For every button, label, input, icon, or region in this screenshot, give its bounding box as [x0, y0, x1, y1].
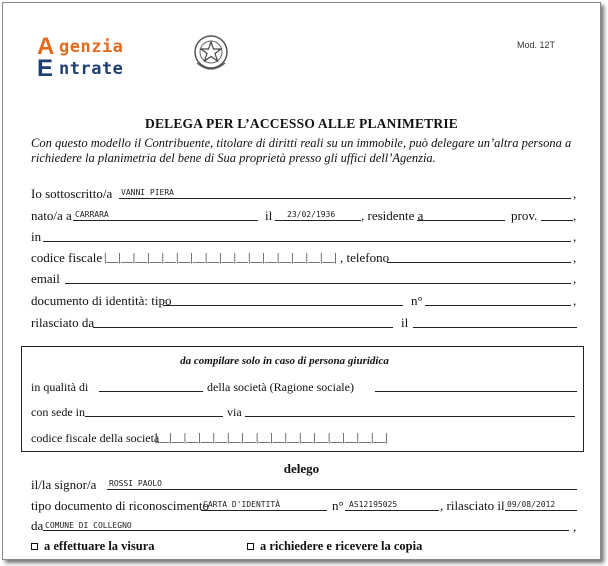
logo-text-entrate: ntrate	[59, 59, 124, 79]
role-field[interactable]	[99, 391, 203, 392]
issuer-label: da	[31, 518, 44, 533]
name-field[interactable]	[119, 198, 571, 199]
doc-number-value: AS12195025	[349, 500, 398, 509]
comma: ,	[573, 519, 577, 534]
name-label: Io sottoscritto/a	[31, 186, 113, 201]
phone-field[interactable]	[387, 262, 571, 263]
delegate-value: ROSSI PAOLO	[109, 479, 162, 488]
seat-field[interactable]	[85, 416, 223, 417]
residence-label: , residente a	[361, 208, 424, 223]
issued-on-label: il	[401, 315, 409, 330]
birth-place-value: CARRARA	[75, 210, 109, 219]
tax-code-label: codice fiscale	[31, 250, 103, 265]
legal-entity-heading: da compilare solo in caso di persona giuridica	[180, 355, 389, 367]
birth-date-label: il	[265, 208, 273, 223]
phone-label: , telefono	[340, 250, 390, 265]
id-number-label: n°	[411, 293, 423, 308]
doc-type-label: tipo documento di riconoscimento	[31, 498, 209, 513]
id-number-field[interactable]	[425, 305, 571, 306]
delegation-heading: delego	[283, 461, 320, 476]
delegate-label: il/la signor/a	[31, 477, 97, 492]
address-field[interactable]	[43, 241, 571, 242]
street-label: via	[227, 405, 242, 419]
company-field[interactable]	[375, 391, 577, 392]
role-label: in qualità di	[31, 380, 89, 394]
doc-type-field[interactable]	[201, 510, 327, 511]
issued-by-label: rilasciato da	[31, 315, 95, 330]
residence-field[interactable]	[417, 220, 505, 221]
prov-field[interactable]	[541, 220, 573, 221]
logo-text-agenzia: genzia	[59, 37, 124, 57]
seat-label: con sede in	[31, 405, 85, 419]
doc-number-label: n°	[332, 498, 344, 513]
republic-emblem-icon	[191, 33, 231, 75]
name-value: VANNI PIERA	[121, 188, 174, 197]
birth-place-field[interactable]	[73, 220, 258, 221]
copy-checkbox[interactable]	[247, 543, 254, 550]
issuer-value: COMUNE DI COLLEGNO	[45, 521, 132, 530]
comma: ,	[573, 229, 577, 244]
issued-date-field[interactable]	[505, 510, 577, 511]
issued-date-label: , rilasciato il	[440, 498, 505, 513]
birth-date-value: 23/02/1936	[287, 210, 336, 219]
doc-type-value: CARTA D'IDENTITÀ	[203, 500, 281, 509]
tax-code-boxes[interactable]: |__|__|__|__|__|__|__|__|__|__|__|__|__|__|__|__|	[104, 250, 337, 264]
logo-letter-e: E	[37, 55, 54, 82]
address-label: in	[31, 229, 42, 244]
issued-by-field[interactable]	[93, 327, 393, 328]
comma: ,	[573, 293, 577, 308]
agenzia-entrate-logo	[37, 33, 187, 83]
company-tax-code-boxes[interactable]: |__|__|__|__|__|__|__|__|__|__|__|__|__|__|__|__|	[155, 430, 388, 444]
comma: ,	[573, 250, 577, 265]
doc-number-field[interactable]	[345, 510, 439, 511]
document-title: DELEGA PER L’ACCESSO ALLE PLANIMETRIE	[145, 116, 458, 131]
comma: ,	[573, 186, 577, 201]
comma: ,	[573, 208, 577, 223]
id-doc-type-field[interactable]	[163, 305, 403, 306]
street-field[interactable]	[245, 416, 575, 417]
birth-place-label: nato/a a	[31, 208, 72, 223]
intro-text: Con questo modello il Contribuente, titolare di diritti reali su un immobile, può delegare un’altra persona a richiedere la planimetria del bene di Sua proprietà presso gli uffici dell’Agenzia.	[31, 136, 572, 165]
model-label: Mod. 12T	[517, 40, 556, 50]
copy-option-label: a richiedere e ricevere la copia	[260, 539, 423, 553]
copy-option[interactable]	[247, 539, 422, 554]
email-field[interactable]	[65, 283, 571, 284]
comma: ,	[573, 271, 577, 286]
company-label: della società (Ragione sociale)	[207, 380, 354, 394]
birth-date-field[interactable]	[275, 220, 361, 221]
issued-date-value: 09/08/2012	[507, 500, 556, 509]
view-option-label: a effettuare la visura	[44, 539, 155, 553]
issued-on-field[interactable]	[413, 327, 577, 328]
view-checkbox[interactable]	[31, 543, 38, 550]
issuer-field[interactable]	[43, 530, 569, 531]
company-tax-code-label: codice fiscale della società	[31, 431, 160, 445]
delegate-field[interactable]	[107, 489, 577, 490]
prov-label: prov.	[511, 208, 538, 223]
logo-letter-a: A	[37, 33, 55, 60]
id-doc-label: documento di identità: tipo	[31, 293, 172, 308]
form-page	[2, 2, 601, 560]
view-option[interactable]	[31, 539, 155, 554]
email-label: email	[31, 271, 60, 286]
